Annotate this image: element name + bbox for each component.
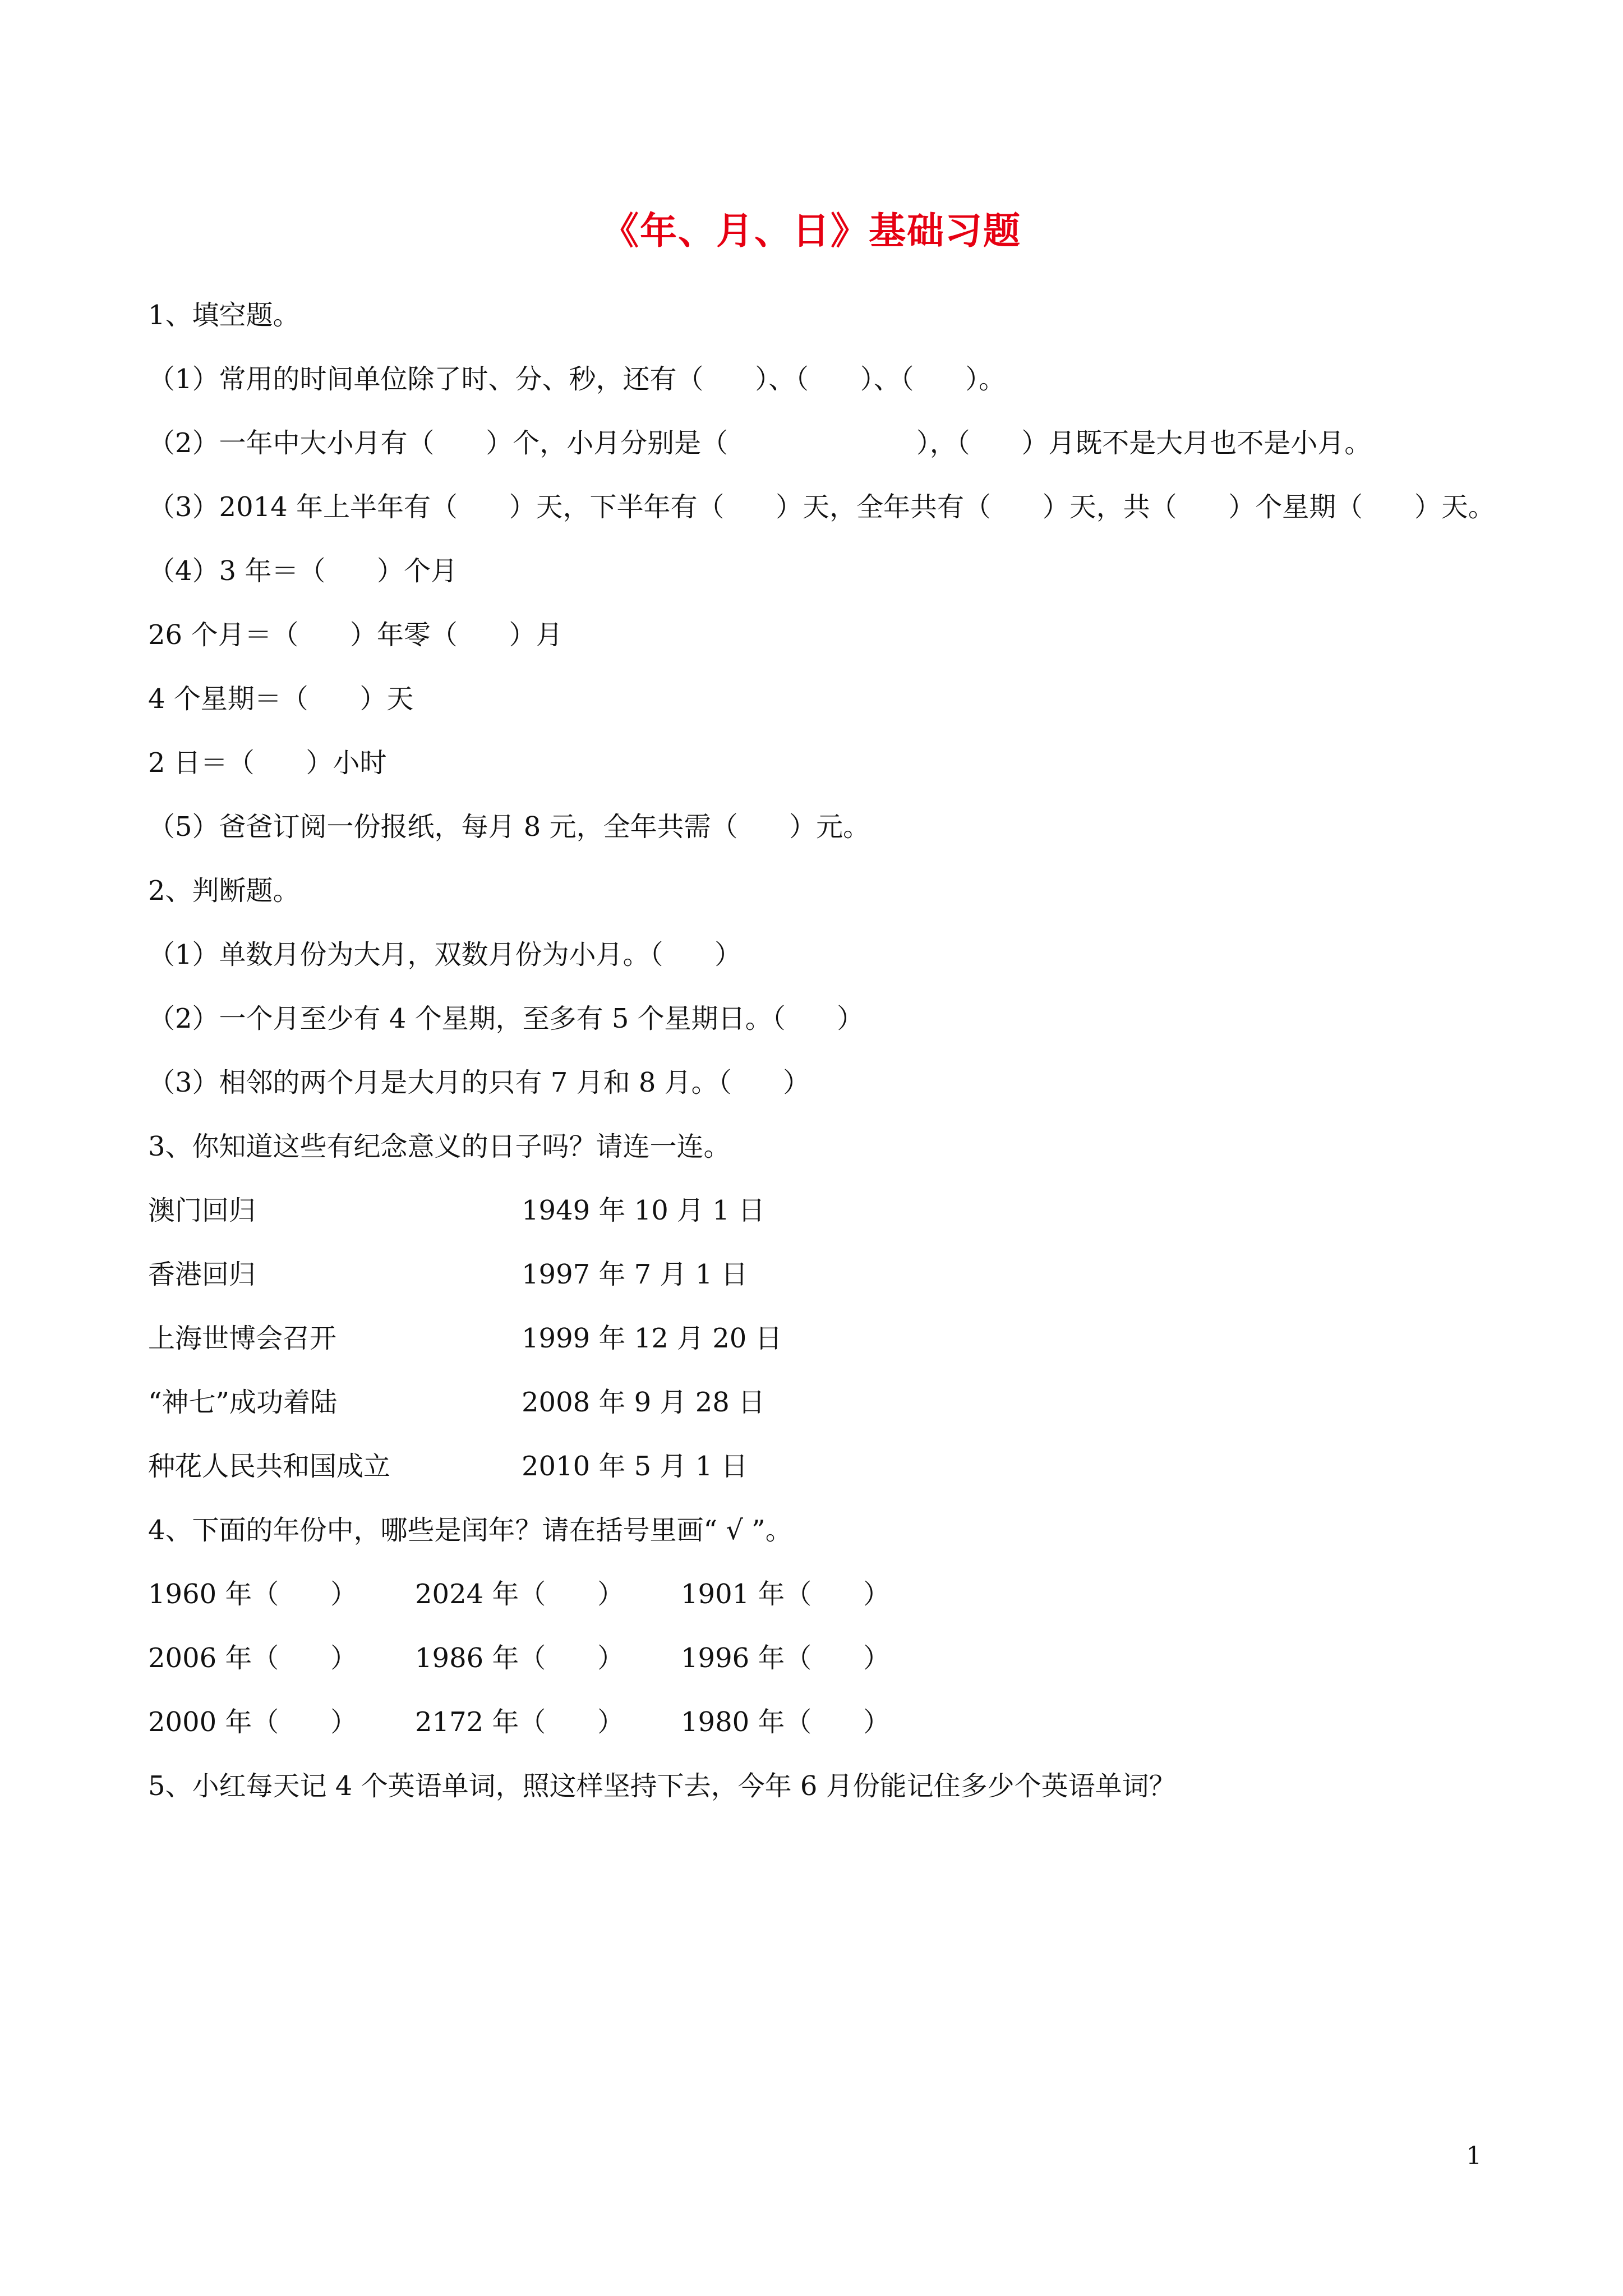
q3-heading: 3、你知道这些有纪念意义的日子吗？请连一连。 bbox=[148, 1131, 731, 1162]
q2-item-1: （1）单数月份为大月，双数月份为小月。（ ） bbox=[148, 939, 742, 970]
q3-event-3: 上海世博会召开 bbox=[148, 1323, 337, 1354]
q3-date-2: 1997 年 7 月 1 日 bbox=[522, 1259, 748, 1290]
q3-event-2: 香港回归 bbox=[148, 1259, 256, 1290]
q3-date-5: 2010 年 5 月 1 日 bbox=[522, 1451, 748, 1482]
q4-year-2172: 2172 年（ ） bbox=[415, 1706, 624, 1738]
q1-item-4c: 4 个星期＝（ ）天 bbox=[148, 683, 414, 715]
q3-event-1: 澳门回归 bbox=[148, 1195, 256, 1226]
q4-year-1996: 1996 年（ ） bbox=[681, 1642, 890, 1674]
q1-item-4b: 26 个月＝（ ）年零（ ）月 bbox=[148, 619, 563, 651]
q1-item-5: （5）爸爸订阅一份报纸，每月 8 元，全年共需（ ）元。 bbox=[148, 811, 870, 843]
q2-heading: 2、判断题。 bbox=[148, 875, 300, 907]
q1-item-2: （2）一年中大小月有（ ）个，小月分别是（ ），（ ）月既不是大月也不是小月。 bbox=[148, 427, 1372, 459]
q4-year-2000: 2000 年（ ） bbox=[148, 1706, 357, 1738]
q4-heading: 4、下面的年份中，哪些是闰年？请在括号里画“ √ ”。 bbox=[148, 1515, 792, 1546]
q2-item-3: （3）相邻的两个月是大月的只有 7 月和 8 月。（ ） bbox=[148, 1067, 810, 1098]
q1-item-3: （3）2014 年上半年有（ ）天，下半年有（ ）天，全年共有（ ）天，共（ ）个星期（ ）天。 bbox=[148, 491, 1495, 523]
q4-year-1986: 1986 年（ ） bbox=[415, 1642, 624, 1674]
q1-item-4d: 2 日＝（ ）小时 bbox=[148, 747, 387, 779]
q4-year-2006: 2006 年（ ） bbox=[148, 1642, 357, 1674]
q1-heading: 1、填空题。 bbox=[148, 300, 300, 331]
q5-heading: 5、小红每天记 4 个英语单词，照这样坚持下去，今年 6 月份能记住多少个英语单词？ bbox=[148, 1770, 1176, 1802]
q4-year-2024: 2024 年（ ） bbox=[415, 1579, 624, 1610]
q3-event-4: “神七”成功着陆 bbox=[148, 1387, 338, 1418]
q4-year-1901: 1901 年（ ） bbox=[681, 1579, 890, 1610]
q3-date-4: 2008 年 9 月 28 日 bbox=[522, 1387, 766, 1418]
page-title: 《年、月、日》基础习题 bbox=[602, 209, 1021, 252]
q4-year-1960: 1960 年（ ） bbox=[148, 1579, 357, 1610]
q3-event-5: 种花人民共和国成立 bbox=[148, 1451, 391, 1482]
q4-year-1980: 1980 年（ ） bbox=[681, 1706, 890, 1738]
q2-item-2: （2）一个月至少有 4 个星期，至多有 5 个星期日。（ ） bbox=[148, 1003, 864, 1034]
q3-date-1: 1949 年 10 月 1 日 bbox=[522, 1195, 766, 1226]
page-number: 1 bbox=[1466, 2142, 1482, 2170]
q1-item-4: （4）3 年＝（ ）个月 bbox=[148, 555, 458, 587]
q1-item-1: （1）常用的时间单位除了时、分、秒，还有（ ）、（ ）、（ ）。 bbox=[148, 364, 1006, 395]
q3-date-3: 1999 年 12 月 20 日 bbox=[522, 1323, 782, 1354]
